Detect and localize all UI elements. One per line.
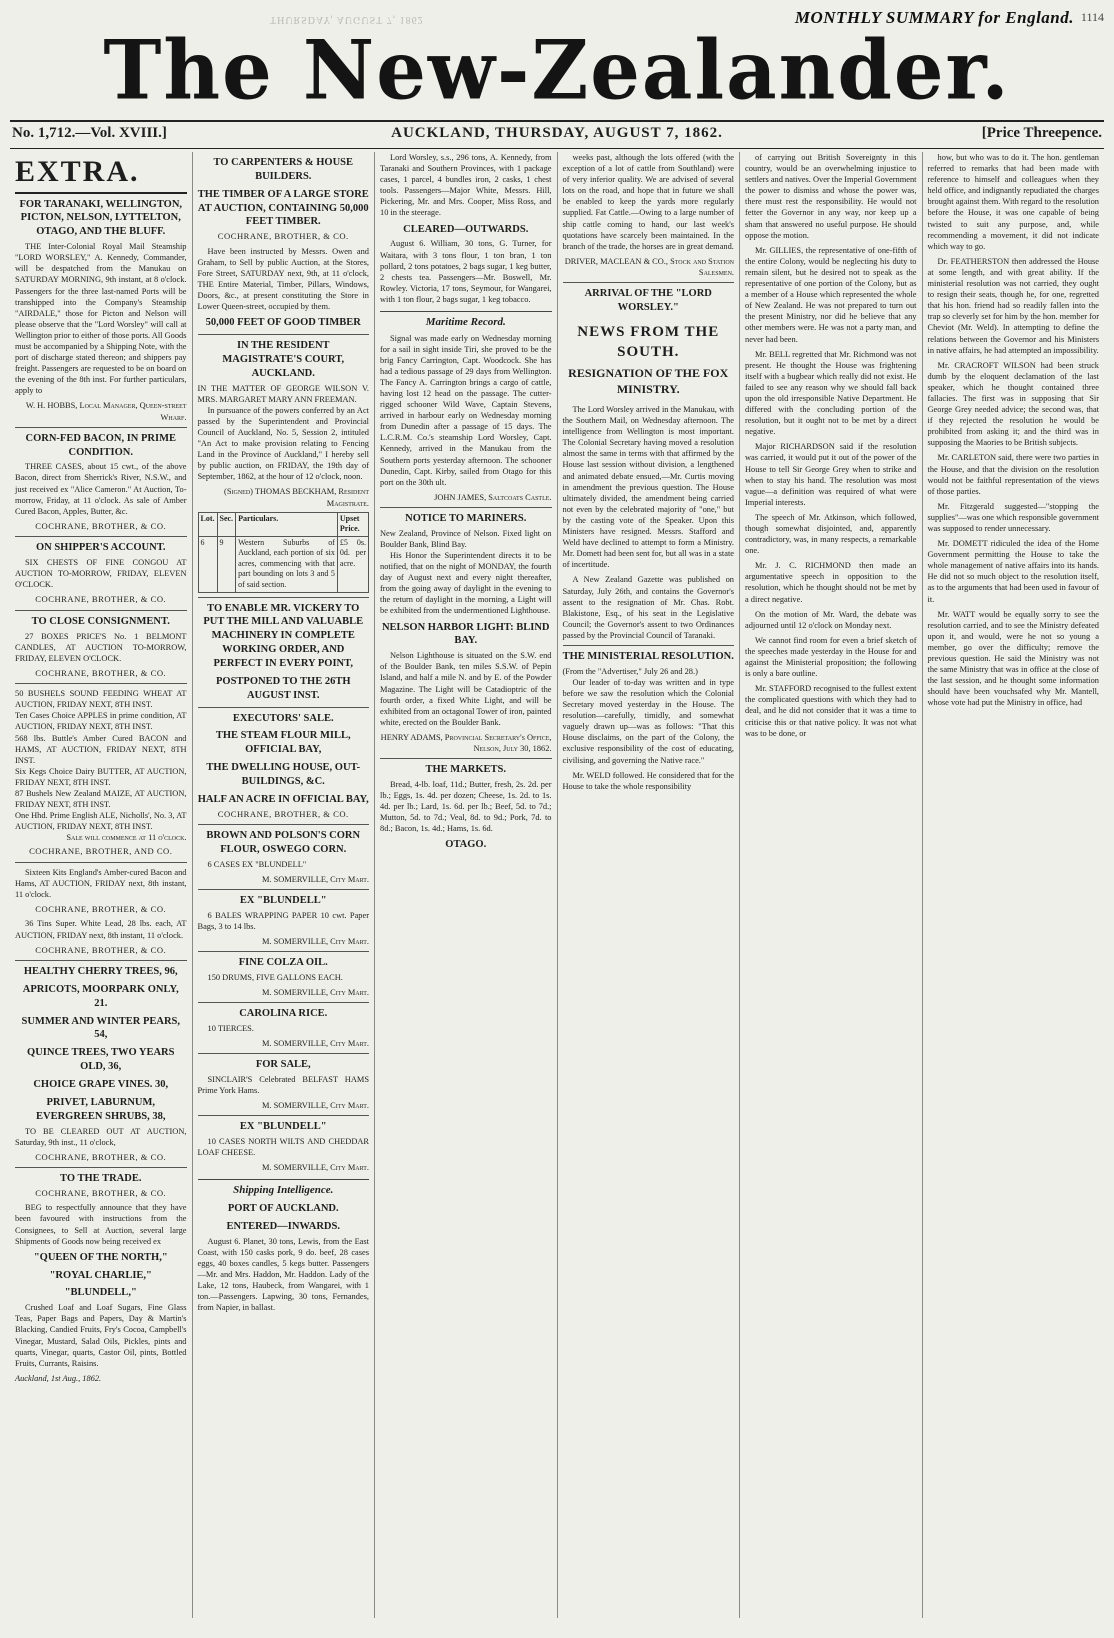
kits-text: Sixteen Kits England's Amber-cured Bacon and Hams, AT AUCTION, FRIDAY next, 8th instant, 11 o'clock.	[15, 867, 187, 900]
column-4	[558, 152, 741, 1618]
divider	[198, 889, 370, 890]
divider	[15, 610, 187, 611]
table-header: Lot.	[198, 512, 217, 536]
gillies-text: Mr. GILLIES, the representative of one-fifth of the entire Colony, would be neglecting his duty to remain silent, but he desired not to speak as the representative of one portion of the Colony, but as a member of a House which represented the whole of New Zealand. He was not prepared to turn out the present Ministry, nor did he believe that any other members were. He was not a party man, and never had been.	[745, 245, 917, 344]
column-1	[10, 152, 193, 1618]
firm-name: COCHRANE, BROTHER, & CO.	[35, 1151, 167, 1162]
shipping-text: August 6. Planet, 30 tons, Lewis, from the East Coast, with 150 casks pork, 9 do. beef, 28 cases eggs, 40 boxes candles, 5 kegs butter. Passengers—Mr. and Mrs. Haddon, Mr. Haddon. Lady of the Lake, 12 tons, Haubeck, from Wangarei, with 1 ton.—Passengers. Lapwing, 30 tons, Fernandes, from Napier, in ballast.	[197, 1236, 369, 1313]
notice-text: His Honor the Superintendent directs it to be notified, that on the night of MONDAY, the fourth day of August next and every night thereafter, from the going away of daylight in the evening to the return of daylight in the morning, a Light will be exhibited from the undermentioned Lighthouse.	[380, 550, 552, 616]
markets-text: Bread, 4-lb. loaf, 11d.; Butter, fresh, 2s. 2d. per lb.; Eggs, 1s. 4d. per dozen; Cheese, 1s. 2d. to 1s. 4d. per lb.; Lard, 1s. 6d. per lb.; Beef, 5d. to 7d.; Mutton, 5d. to 7d.; Veal, 8d. to 9d.; Pork, 7d. to 8d.; Bacon, 1s. 4d.; Hams, 1s. 6d.	[380, 779, 552, 834]
divider	[380, 758, 552, 759]
column-6	[923, 152, 1105, 1618]
tree-item: QUINCE TREES, TWO YEARS OLD, 36,	[27, 1047, 175, 1073]
column-footer: Auckland, 1st Aug., 1862.	[15, 1373, 102, 1383]
divider	[563, 282, 735, 283]
domett-text: Mr. DOMETT ridiculed the idea of the Home Government permitting the House to take the whole management of native affairs into its hands. He did not so much object to the resolution itself, as to the arguments that had been used in favour of it.	[927, 539, 1099, 604]
postponed-line: POSTPONED TO THE 26TH AUGUST INST.	[216, 675, 351, 701]
consignment-text: 27 BOXES PRICE'S No. 1 BELMONT CANDLES, AT AUCTION TO-MORROW, FRIDAY, ELEVEN O'CLOCK.	[15, 631, 187, 663]
divider	[15, 427, 187, 428]
stock-report-text: weeks past, although the lots offered (with the exception of a lot of cattle from Southland) were of very inferior quality. We are advised of several lots on the road, and hope that in future we shall be enabled to keep the yards more regularly supplied. Fat Cattle.—Owing to a large number of ship cattle coming to hand, our last week's quotations have scarcely been maintained. In the branch of the trade, the horses are in great demand.	[562, 153, 734, 251]
table-cell: 9	[217, 536, 236, 592]
table-header-row	[198, 512, 369, 536]
bales-text: 6 BALES WRAPPING PAPER 10 cwt. Paper Bags, 3 to 14 lbs.	[197, 910, 369, 931]
hams-heading: FOR SALE,	[255, 1059, 311, 1071]
consignment-heading: TO CLOSE CONSIGNMENT.	[31, 615, 170, 627]
colza-text: 150 DRUMS, FIVE GALLONS EACH.	[207, 972, 343, 982]
divider	[198, 1053, 370, 1054]
sale-table	[198, 512, 370, 593]
divider	[198, 597, 370, 598]
executors-item: HALF AN ACRE IN OFFICIAL BAY,	[197, 793, 369, 805]
tree-item: SUMMER AND WINTER PEARS, 54,	[21, 1015, 180, 1041]
somerville-signature: M. SOMERVILLE, City Mart.	[261, 1163, 369, 1173]
masthead-title: The New-Zealander.	[103, 22, 1011, 119]
list-item: Ten Cases Choice APPLES in prime condition, AT AUCTION, FRIDAY NEXT, 8TH INST.	[15, 711, 187, 732]
markets-heading: THE MARKETS.	[425, 764, 506, 776]
firm-name: COCHRANE, BROTHER, & CO.	[217, 231, 349, 242]
tree-item: APRICOTS, MOORPARK ONLY, 21.	[22, 983, 179, 1009]
congou-heading: ON SHIPPER'S ACCOUNT.	[35, 542, 166, 554]
divider	[198, 1002, 370, 1003]
city-date: AUCKLAND, THURSDAY, AUGUST 7, 1862.	[391, 125, 723, 141]
table-header: Upset Price.	[337, 512, 368, 536]
firm-name: COCHRANE, BROTHER, & CO.	[35, 594, 167, 605]
ministerial-subheading: (From the "Advertiser," July 26 and 28.)	[562, 666, 698, 676]
executors-item: THE DWELLING HOUSE, OUT-BUILDINGS, &C.	[206, 762, 361, 787]
table-header: Particulars.	[236, 512, 338, 536]
table-row	[198, 536, 369, 592]
summary-prefix: MONTHLY SUMMARY	[794, 8, 974, 27]
column-5	[740, 152, 923, 1618]
court-heading: IN THE RESIDENT MAGISTRATE'S COURT, AUCKLAND.	[222, 340, 345, 379]
firm-name: COCHRANE, BROTHER, & CO.	[35, 520, 167, 531]
divider	[198, 1115, 370, 1116]
brown-heading: BROWN AND POLSON'S CORN FLOUR, OSWEGO CORN.	[206, 830, 361, 855]
divider	[563, 645, 735, 646]
divider	[15, 960, 187, 961]
table-header: Sec.	[217, 512, 236, 536]
ship-advert-signature: W. H. HOBBS, Local Manager, Queen-street Wharf.	[25, 401, 187, 422]
firm-name: COCHRANE, BROTHER, & CO.	[35, 904, 167, 915]
notice-signature: HENRY ADAMS, Provincial Secretary's Office, Nelson, July 30, 1862.	[380, 732, 552, 753]
stafford-text: Mr. STAFFORD recognised to the fullest extent the complicated questions with which they had to deal, and he did not consider that it was a time to criticise this or that native policy. It was not what was to be done, or	[745, 684, 917, 738]
news-heading: NEWS FROM THE SOUTH.	[577, 323, 720, 360]
divider	[198, 824, 370, 825]
notice-heading: NOTICE TO MARINERS.	[405, 512, 527, 524]
firm-name: COCHRANE, BROTHER, & CO.	[35, 667, 167, 678]
cheese-text: 10 CASES NORTH WILTS AND CHEDDAR LOAF CHEESE.	[197, 1137, 369, 1158]
weld-text: Mr. WELD followed. He considered that for the House to take the whole responsibility	[562, 770, 734, 791]
featherston-text: Dr. FEATHERSTON then addressed the House at some length, and with great ability. If the ministerial resolution was not carried, they ought to resign their seats, though he, for one, regretted that his hon. friend had so readily fallen into the trap so cleverly set for him by the hon. member for Cheviot (Mr. Weld). In attempting to define the relations between the Governor and his Ministers in native affairs, he had attempted an impossibility.	[927, 256, 1099, 355]
list-item: 87 Bushels New Zealand MAIZE, AT AUCTION, FRIDAY NEXT, 8TH INST.	[15, 789, 187, 810]
entered-heading: ENTERED—INWARDS.	[226, 1220, 340, 1232]
hams-text: SINCLAIR'S Celebrated BELFAST HAMS Prime York Hams.	[197, 1075, 369, 1096]
debate-text: how, but who was to do it. The hon. gentleman referred to remarks that had been made with reference to himself and colleagues when they held office, and indignantly repudiated the charges brought against them. With regard to the resolution before the House, it was one capable of being twisted to suit any purpose, and, while recommending a movement, it did not indicate which way to go.	[927, 153, 1099, 251]
fitzgerald-text: Mr. Fitzgerald suggested—"stopping the supplies"—was one which responsible government was supposed to render unnecessary.	[927, 501, 1099, 533]
ship-name: "QUEEN OF THE NORTH,"	[33, 1251, 168, 1263]
brown-text: 6 CASES EX "BLUNDELL"	[207, 859, 307, 869]
rice-text: 10 TIERCES.	[207, 1023, 254, 1033]
dateline	[10, 120, 1104, 149]
trade-heading: TO THE TRADE.	[60, 1173, 142, 1185]
court-signature: (Signed) THOMAS BECKHAM, Resident Magistrate.	[224, 487, 369, 508]
blundell-heading: EX "BLUNDELL"	[239, 894, 327, 906]
watt-text: Mr. WATT would be equally sorry to see the resolution carried, and to see the Ministry defeated upon it, and would, were he not so young a member, go over the difficulty; remove the previous question. He said the Ministry was not the same Ministry that was in office at the close of the last session, and he thought some information should have been vouchsafed why Mr. Mantell, whose vote had put the Ministry in office, had	[927, 609, 1099, 708]
divider	[15, 683, 187, 684]
somerville-signature: M. SOMERVILLE, City Mart.	[261, 874, 369, 884]
ministerial-heading: THE MINISTERIAL RESOLUTION.	[562, 650, 734, 662]
shipping-heading: Shipping Intelligence.	[198, 1179, 370, 1198]
list-item: Six Kegs Choice Dairy BUTTER, AT AUCTION, FRIDAY NEXT, 8TH INST.	[15, 766, 187, 787]
firm-name: COCHRANE, BROTHER, & CO.	[35, 1187, 167, 1198]
resignation-heading: RESIGNATION OF THE FOX MINISTRY.	[568, 366, 729, 397]
builders-subheading: THE TIMBER OF A LARGE STORE AT AUCTION, CONTAINING 50,000 FEET TIMBER.	[197, 188, 369, 228]
table-cell: £5 0s. 0d. per acre.	[337, 536, 368, 592]
cleared-text: TO BE CLEARED OUT AT AUCTION, Saturday, 9th inst., 11 o'clock,	[15, 1126, 187, 1147]
ship-advert-heading: FOR TARANAKI, WELLINGTON, PICTON, NELSON, LYTTELTON, OTAGO, AND THE BLUFF.	[19, 198, 183, 238]
debate-text: of carrying out British Sovereignty in this country, would be an overwhelming injustice to settlers and natives. Over the Imperial Government the power to dismiss and whose the power was, there must rest the responsibility. He would not fetter the Governor in any way, nor keep up a sham that answered no useful purpose. He should oppose the motion.	[745, 153, 917, 240]
firm-name: COCHRANE, BROTHER, & CO.	[35, 944, 167, 955]
table-cell: 6	[198, 536, 217, 592]
divider	[198, 707, 370, 708]
colza-heading: FINE COLZA OIL.	[238, 957, 328, 969]
list-item: One Hhd. Prime English ALE, Nicholls', No. 3, AT AUCTION, FRIDAY NEXT, 8TH INST.	[15, 811, 187, 832]
otago-heading: OTAGO.	[445, 839, 487, 851]
maritime-heading: Maritime Record.	[380, 311, 552, 330]
ghost-print: THURSDAY, AUGUST 7, 1862	[270, 14, 424, 25]
somerville-signature: M. SOMERVILLE, City Mart.	[261, 936, 369, 946]
column-2	[193, 152, 376, 1618]
somerville-signature: M. SOMERVILLE, City Mart.	[261, 988, 369, 998]
builders-text: Have been instructed by Messrs. Owen and Graham, to Sell by public Auction, at the Stores, Fore Street, SATURDAY next, 9th, at 11 o'clock, THE Entire Material, Timber, Pillars, Windows, Doors, &c., at present constituting the Store in Lower Queen-street, occupied by them.	[197, 246, 369, 312]
arrival-heading: ARRIVAL OF THE "LORD WORSLEY."	[584, 288, 712, 313]
ship-name: "ROYAL CHARLIE,"	[49, 1269, 152, 1281]
bacon-heading: CORN-FED BACON, IN PRIME CONDITION.	[25, 432, 176, 458]
groceries-list: Crushed Loaf and Loaf Sugars, Fine Glass Teas, Paper Bags and Papers, Day & Martin's Blacking, Candied Fruits, Fry's Cocoa, Campbell's Vinegar, Mustard, Salad Oils, Pickles, pints and quarts, Vinegar, quarts, Castor Oil, pints, Bottled Fruits, Currants, Raisins.	[15, 1303, 187, 1368]
bacon-text: THREE CASES, about 15 cwt., of the above Bacon, direct from Sherrick's River, N.S.W., and just received ex "Alice Cameron." At Auction, To-morrow, Friday, at 11 o'clock. As sale of Amber Cured Bacon, Apples, Butter, &c.	[15, 462, 187, 516]
somerville-signature: M. SOMERVILLE, City Mart.	[261, 1039, 369, 1049]
firm-name: COCHRANE, BROTHER, AND CO.	[29, 846, 173, 857]
gazette-text: A New Zealand Gazette was published on Saturday, July 26th, and contains the Governor's assent to the resignation of Mr. Chas. Robt. Blakistone, Esq., of his seat in the Legislative Council; the Governor's assent to two Ordinances passed by the Provincial Council of Taranaki.	[562, 575, 734, 640]
lead-text: 36 Tins Super. White Lead, 28 lbs. each, AT AUCTION, FRIDAY next, 8th instant, 11 o'clock.	[15, 919, 187, 940]
trade-text: BEG to respectfully announce that they have been favoured with instructions from the Consignees, to Sell at Auction, several large Shipments of Goods now being received ex	[15, 1203, 187, 1246]
bell-text: Mr. BELL regretted that Mr. Richmond was not present. He thought the House was frightening itself with a bugbear which really did not exist. He failed to see any reason why we should fall back upon the old irresponsible Native Department. He differed with the concluding portion of the resolution, but it ought not to be met by a direct negative.	[745, 349, 917, 437]
maritime-text: Signal was made early on Wednesday morning for a sail in sight inside Tiri, she proved to be the brig Fancy Carrington, Capt. Woodcock. She has had a tedious passage of 29 days from Wellington. The Fancy A. Carrington brings a cargo of cattle, having lost 12 head on the passage. The cutter-rigged schooner Wild Wave, Captain Stevens, arrived in harbour early on Wednesday morning from Dunedin after a passage of 15 days. The L.C.R.M. Co.'s steamship Lord Worsley, Capt. Kennedy, arrived in the Manukau from the Southern ports yesterday afternoon. The schooner Dunedin, Capt. Kirby, sailed from Otago for this port on the 30th ult.	[380, 333, 552, 487]
divider	[15, 862, 187, 863]
sale-note: Sale will commence at 11 o'clock.	[66, 833, 187, 843]
list-item: 568 lbs. Buttle's Amber Cured BACON and HAMS, AT AUCTION, FRIDAY NEXT, 8TH INST.	[15, 733, 187, 765]
maritime-signature: JOHN JAMES, Saltcoats Castle.	[434, 492, 552, 502]
tree-item: CHOICE GRAPE VINES. 30,	[33, 1079, 169, 1090]
atkinson-text: The speech of Mr. Atkinson, which followed, though somewhat disjointed, and, apparently contradictory, was, in many respects, a remarkable one.	[745, 512, 917, 556]
ship-advert-text: THE Inter-Colonial Royal Mail Steamship "LORD WORSLEY," A. Kennedy, Commander, will be despatched from the Manukau on SATURDAY MORNING, 9th instant, at 8 o'clock. Passengers for the three last-named Ports will be transhipped into the Company's Steamship "AIRDALE," those for Picton and Nelson will please observe that the "Lord Worsley" will call at Wellington prior to either of those ports. All Goods must be accompanied by a Shipping Note, with the port of discharge stated thereon; and shippers pay freight. Passengers are requested to be on board on the evening of the 8th inst. For further particulars, apply to	[15, 242, 187, 396]
executors-item: THE STEAM FLOUR MILL, OFFICIAL BAY,	[215, 730, 351, 756]
timber-line: 50,000 FEET OF GOOD TIMBER	[205, 317, 361, 329]
columns	[10, 152, 1104, 1618]
mill-heading: TO ENABLE MR. VICKERY TO PUT THE MILL AND VALUABLE MACHINERY IN COMPLETE WORKING ORDER, AND PERFECT IN EVERY POINT,	[203, 602, 364, 669]
divider	[380, 507, 552, 508]
notice-subheading: New Zealand, Province of Nelson. Fixed light on Boulder Bank, Blind Bay.	[380, 528, 552, 549]
builders-heading: TO CARPENTERS & HOUSE BUILDERS.	[213, 157, 354, 182]
divider	[198, 951, 370, 952]
divider	[198, 334, 370, 335]
rice-heading: CAROLINA RICE.	[239, 1008, 328, 1020]
cleared-text: August 6. William, 30 tons, G. Turner, for Waitara, with 3 tons flour, 1 ton bran, 1 ton pollard, 2 tons potatoes, 2 bags sugar, 1 keg butter, 2 chests tea. Passengers—Mr. Boswell, Mr. Rowley. Victoria, 17 tons, Seymour, for Wangarei, with 1 ton flour, 2 bags sugar, 1 keg tobacco.	[380, 239, 552, 304]
court-matter: IN THE MATTER OF GEORGE WILSON V. MRS. MARGARET MARY ANN FREEMAN.	[197, 383, 369, 404]
richardson-text: Major RICHARDSON said if the resolution was carried, it would put it out of the power of the House to tell Sir George Grey when to strike and when to stay his hand. The resolution was most vague—a definition was required of what were Imperial interests.	[745, 442, 917, 507]
carleton-text: Mr. CARLETON said, there were two parties in the House, and that the division on the resolution would not be faithful representation of the views of those parties.	[927, 453, 1099, 496]
court-text: In pursuance of the powers conferred by an Act passed by the Superintendent and Provincial Council of Auckland, No. 5, Session 2, intituled "An Act to make provision relating to Fencing Land in the Province of Auckland," I hereby sell by public auction, on FRIDAY, the 19th day of September, 1862, at the hour of 12 o'clock, noon.	[197, 405, 369, 482]
stock-signature: DRIVER, MACLEAN & CO., Stock and Station Salesmen.	[564, 256, 734, 277]
price: [Price Threepence.	[981, 125, 1102, 141]
corner-number: 1114	[1080, 10, 1104, 24]
light-heading: NELSON HARBOR LIGHT: BLIND BAY.	[381, 621, 550, 647]
issue-number: No. 1,712.—Vol. XVIII.]	[12, 125, 167, 141]
masthead	[10, 22, 1104, 119]
ministerial-text: Our leader of to-day was written and in type before we saw the resolution which the Colonial Secretary moved yesterday in the House. The resolution—carefully, timidly, and somewhat vaguely drawn up—was as follows: "That this House disclaims, on the part of the Colony, the exclusive responsibility of the cost of educating, civilising, and governing the Native race."	[562, 677, 734, 765]
cleared-heading: CLEARED—OUTWARDS.	[403, 223, 529, 235]
tree-item: HEALTHY CHERRY TREES, 96,	[23, 965, 178, 977]
news-text: The Lord Worsley arrived in the Manukau, with the Southern Mail, on Wednesday afternoon. The intelligence from Wellington is most important. The Colonial Secretary having moved a resolution almost the same in terms with that affirmed by the House last session without division, a lengthened and animated debate ensued,—Mr. Curtis moving in amendment the previous question. The House ultimately divided, the amendment being carried not even by the celebrated majority of "one," but by the casting vote of the Speaker. Upon this Ministers have resigned. Messrs. Stafford and Weld have declined to attempt to form a Ministry. Mr. Domett had been sent for, but all was in a state of incertitude.	[562, 405, 734, 570]
cheese-heading: EX "BLUNDELL"	[239, 1121, 327, 1133]
summary-suffix: for England.	[978, 8, 1074, 27]
port-heading: PORT OF AUCKLAND.	[227, 1202, 339, 1214]
arrivals-text: Lord Worsley, s.s., 296 tons, A. Kennedy, from Taranaki and Southern Provinces, with 1 package cases, 1 parcel, 4 bundles iron, 2 casks, 1 chest tools. Passengers—Major White, Messrs. Hill, Pickering, Mr. and Mrs. Cooper, Miss Ross, and 10 in the steerage.	[380, 153, 552, 218]
extra-heading: EXTRA.	[15, 152, 187, 194]
ship-name: "BLUNDELL,"	[64, 1287, 137, 1299]
divider	[15, 1167, 187, 1168]
newspaper-page	[10, 10, 1104, 1618]
divider	[15, 536, 187, 537]
jc-richmond-text: Mr. J. C. RICHMOND then made an argumentative speech in opposition to the resolution, which he thought should not be met by a direct negative.	[745, 561, 917, 604]
firm-name: COCHRANE, BROTHER, & CO.	[217, 808, 349, 819]
somerville-signature: M. SOMERVILLE, City Mart.	[261, 1101, 369, 1111]
wilson-text: Mr. CRACROFT WILSON had been struck dumb by the eloquent declamation of the last speaker, which he thought contained three fallacies. The first was in supposing that Sir George Grey needed advice; the second was, that if they rejected the resolution he would be prohibited from asking it; and the third was in supposing the Maories to be British subjects.	[927, 360, 1099, 448]
table-cell: Western Suburbs of Auckland, each portion of six acres, commencing with that part bounding on lots 3 and 5 of said section.	[236, 536, 338, 592]
adjourn-text: On the motion of Mr. Ward, the debate was adjourned until 12 o'clock on Monday next.	[745, 609, 917, 630]
sketch-text: We cannot find room for even a brief sketch of the speeches made yesterday in the House for and against the Ministerial proposition; the following is only a bare outline.	[745, 635, 917, 679]
executors-heading: EXECUTORS' SALE.	[232, 712, 334, 724]
column-3	[375, 152, 558, 1618]
congou-text: SIX CHESTS OF FINE CONGOU AT AUCTION TO-MORROW, FRIDAY, ELEVEN O'CLOCK.	[15, 558, 187, 590]
light-text: Nelson Lighthouse is situated on the S.W. end of the Boulder Bank, ten miles S.S.W. of Pepin Island, and half a mile N. and by E. of the Powder Magazine. The Light will be Catadioptric of the fourth order, a fixed White Light, and will be exhibited from an octagonal Tower of iron, painted white, erected on the Boulder Bank.	[380, 651, 552, 727]
tree-item: PRIVET, LABURNUM, EVERGREEN SHRUBS, 38,	[35, 1096, 166, 1122]
list-item: 50 BUSHELS SOUND FEEDING WHEAT AT AUCTION, FRIDAY NEXT, 8TH INST.	[15, 689, 187, 710]
